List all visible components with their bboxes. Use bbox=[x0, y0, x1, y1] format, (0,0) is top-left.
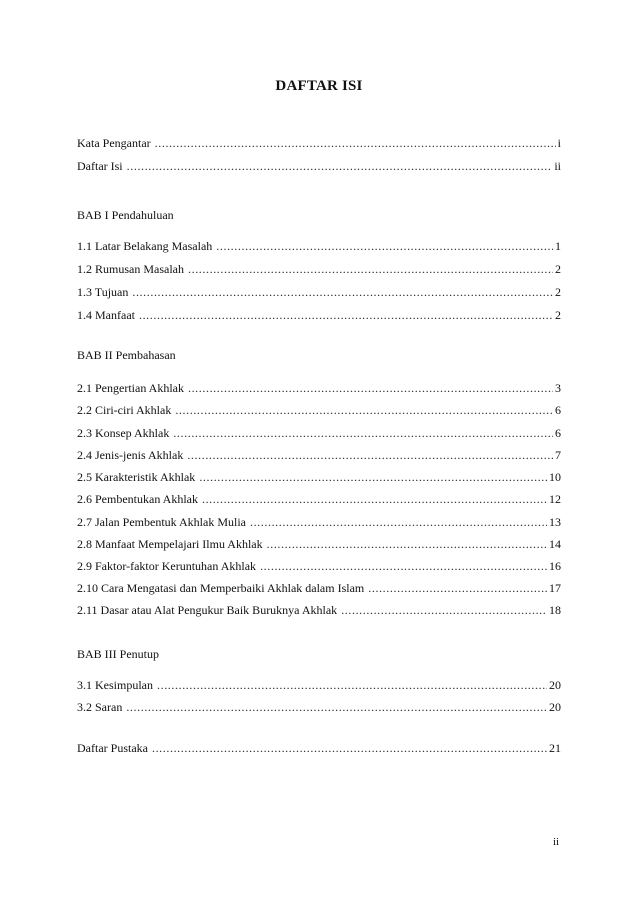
page-number: ii bbox=[553, 836, 560, 848]
toc-entry bbox=[77, 135, 561, 151]
toc-entry-label: 2.4 Jenis-jenis Akhlak bbox=[77, 448, 184, 462]
leader-dots bbox=[157, 677, 547, 693]
toc-entry-label: 1.2 Rumusan Masalah bbox=[77, 262, 184, 276]
toc-entry bbox=[77, 469, 561, 485]
toc-entry-label: 2.7 Jalan Pembentuk Akhlak Mulia bbox=[77, 515, 246, 529]
toc-entry-page: ii bbox=[554, 159, 561, 173]
toc-entry bbox=[77, 261, 561, 277]
leader-dots bbox=[267, 536, 547, 552]
toc-entry-label: Daftar Pustaka bbox=[77, 741, 148, 755]
toc-entry-page: 6 bbox=[555, 403, 561, 417]
page-title: DAFTAR ISI bbox=[275, 78, 363, 94]
toc-entry-page: 6 bbox=[555, 426, 561, 440]
toc-entry-page: 12 bbox=[549, 492, 561, 506]
toc-entry-page: 14 bbox=[549, 537, 561, 551]
toc-entry bbox=[77, 158, 561, 174]
toc-entry-label: 2.6 Pembentukan Akhlak bbox=[77, 492, 198, 506]
toc-entry-label: 3.1 Kesimpulan bbox=[77, 678, 153, 692]
toc-entry-label: 1.4 Manfaat bbox=[77, 308, 135, 322]
toc-entry-label: 2.1 Pengertian Akhlak bbox=[77, 381, 184, 395]
toc-entry-page: 21 bbox=[549, 741, 561, 755]
leader-dots bbox=[260, 558, 547, 574]
leader-dots bbox=[199, 469, 547, 485]
toc-entry-label: 2.8 Manfaat Mempelajari Ilmu Akhlak bbox=[77, 537, 263, 551]
toc-entry-page: 16 bbox=[549, 559, 561, 573]
chapter-heading: BAB III Penutup bbox=[77, 647, 159, 661]
leader-dots bbox=[126, 699, 547, 715]
toc-entry-page: 13 bbox=[549, 515, 561, 529]
leader-dots bbox=[155, 135, 556, 151]
toc-entry-label: 1.3 Tujuan bbox=[77, 285, 129, 299]
toc-entry-page: 2 bbox=[555, 308, 561, 322]
toc-entry-label: 3.2 Saran bbox=[77, 700, 123, 714]
toc-entry bbox=[77, 307, 561, 323]
toc-entry bbox=[77, 447, 561, 463]
toc-entry bbox=[77, 491, 561, 507]
toc-entry bbox=[77, 699, 561, 715]
toc-entry-page: 18 bbox=[549, 603, 561, 617]
toc-entry-page: 3 bbox=[555, 381, 561, 395]
toc-entry-page: 20 bbox=[549, 700, 561, 714]
toc-entry-page: 17 bbox=[549, 581, 561, 595]
toc-entry-label: 2.3 Konsep Akhlak bbox=[77, 426, 170, 440]
leader-dots bbox=[341, 602, 547, 618]
toc-entry bbox=[77, 514, 561, 530]
leader-dots bbox=[202, 491, 547, 507]
leader-dots bbox=[368, 580, 547, 596]
leader-dots bbox=[188, 261, 553, 277]
toc-entry bbox=[77, 602, 561, 618]
toc-entry-page: 2 bbox=[555, 262, 561, 276]
toc-entry-label: 2.11 Dasar atau Alat Pengukur Baik Buruknya Akhlak bbox=[77, 603, 338, 617]
toc-entry-page: 7 bbox=[555, 448, 561, 462]
toc-entry bbox=[77, 238, 561, 254]
toc-entry-label: Kata Pengantar bbox=[77, 136, 151, 150]
toc-entry bbox=[77, 284, 561, 300]
leader-dots bbox=[127, 158, 553, 174]
leader-dots bbox=[132, 284, 553, 300]
toc-entry-page: 10 bbox=[549, 470, 561, 484]
toc-entry bbox=[77, 558, 561, 574]
toc-entry bbox=[77, 380, 561, 396]
toc-entry-label: 2.2 Ciri-ciri Akhlak bbox=[77, 403, 172, 417]
toc-entry bbox=[77, 425, 561, 441]
leader-dots bbox=[173, 425, 553, 441]
toc-entry-label: 1.1 Latar Belakang Masalah bbox=[77, 239, 213, 253]
toc-entry-label: Daftar Isi bbox=[77, 159, 123, 173]
leader-dots bbox=[152, 740, 547, 756]
toc-entry bbox=[77, 536, 561, 552]
toc-entry bbox=[77, 740, 561, 756]
leader-dots bbox=[187, 447, 553, 463]
toc-entry-label: 2.9 Faktor-faktor Keruntuhan Akhlak bbox=[77, 559, 257, 573]
toc-entry-label: 2.5 Karakteristik Akhlak bbox=[77, 470, 196, 484]
toc-entry-page: 2 bbox=[555, 285, 561, 299]
leader-dots bbox=[216, 238, 553, 254]
leader-dots bbox=[139, 307, 553, 323]
chapter-heading: BAB II Pembahasan bbox=[77, 348, 176, 362]
chapter-heading: BAB I Pendahuluan bbox=[77, 208, 174, 222]
leader-dots bbox=[188, 380, 553, 396]
leader-dots bbox=[250, 514, 547, 530]
toc-entry-label: 2.10 Cara Mengatasi dan Memperbaiki Akhlak dalam Islam bbox=[77, 581, 365, 595]
toc-entry bbox=[77, 677, 561, 693]
toc-entry-page: 1 bbox=[555, 239, 561, 253]
toc-entry-page: 20 bbox=[549, 678, 561, 692]
toc-entry bbox=[77, 402, 561, 418]
leader-dots bbox=[175, 402, 553, 418]
toc-entry bbox=[77, 580, 561, 596]
toc-entry-page: i bbox=[557, 136, 561, 150]
